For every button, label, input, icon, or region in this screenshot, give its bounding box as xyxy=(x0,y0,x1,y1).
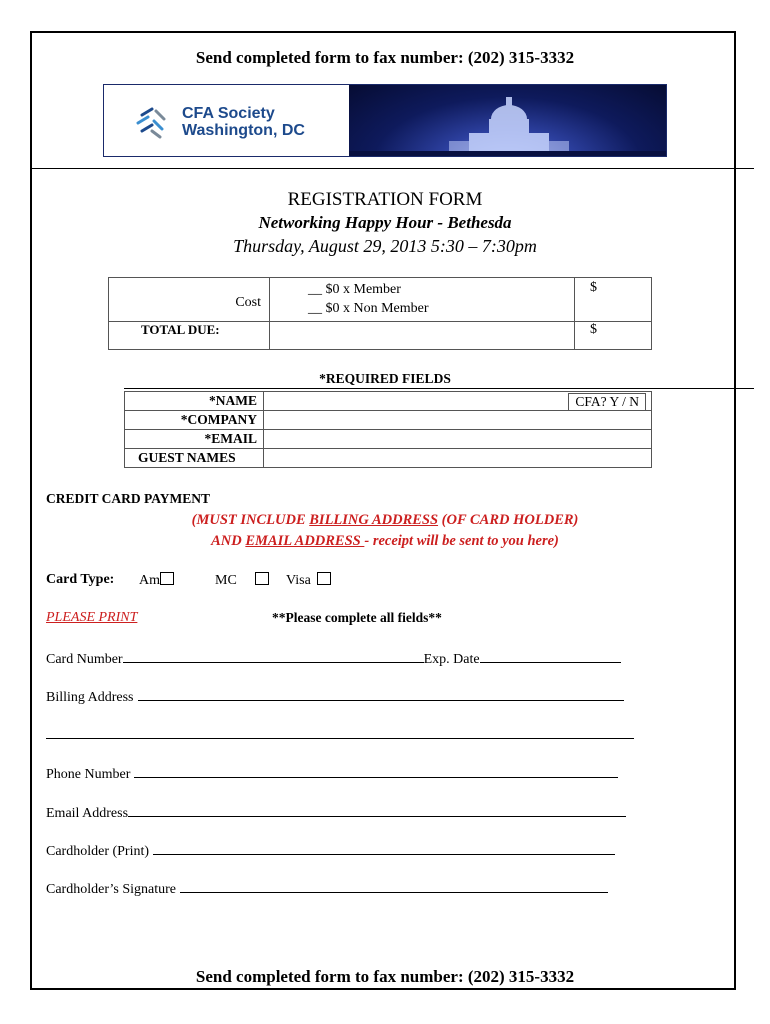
cc-note1-billing: BILLING ADDRESS xyxy=(309,512,439,528)
cc-note2-c: - receipt will be sent to you here) xyxy=(364,533,559,549)
card-mc[interactable] xyxy=(215,572,269,589)
cardholder-row xyxy=(46,841,615,860)
signature-label: Cardholder’s Signature xyxy=(46,882,176,897)
billing-address-line[interactable] xyxy=(138,687,624,701)
cost-table xyxy=(108,277,652,350)
email-label: *EMAIL xyxy=(204,431,257,446)
cost-dollar: $ xyxy=(590,280,597,295)
email-row xyxy=(46,803,626,822)
cardholder-label: Cardholder (Print) xyxy=(46,844,150,859)
phone-row xyxy=(46,764,618,783)
card-number-label: Card Number xyxy=(46,652,123,667)
card-mc-label: MC xyxy=(215,573,237,588)
billing-address-row xyxy=(46,687,624,706)
divider-top xyxy=(31,168,754,169)
visa-checkbox[interactable] xyxy=(317,572,331,585)
cc-note-line1 xyxy=(0,512,770,529)
email-input[interactable] xyxy=(264,430,652,449)
total-due-empty xyxy=(270,322,575,350)
exp-date-label: Exp. Date xyxy=(423,652,480,667)
billing-address-label: Billing Address xyxy=(46,690,134,705)
cost-label-cell xyxy=(109,278,270,322)
cost-label: Cost xyxy=(235,294,261,310)
email-address-line[interactable] xyxy=(128,803,626,817)
total-due-label: TOTAL DUE: xyxy=(141,322,220,337)
card-amex[interactable] xyxy=(139,572,174,589)
card-number-line[interactable] xyxy=(123,649,424,663)
member-option[interactable]: __ $0 x Member xyxy=(308,282,401,297)
name-input[interactable] xyxy=(264,392,652,411)
banner xyxy=(103,84,667,157)
card-amex-label: Am xyxy=(139,573,160,588)
total-due-label-cell xyxy=(109,322,270,350)
cc-note2-a: AND xyxy=(211,533,246,549)
signature-row xyxy=(46,879,608,898)
complete-all-note: **Please complete all fields** xyxy=(272,610,442,625)
total-dollar: $ xyxy=(590,322,597,337)
guest-names-label-cell xyxy=(125,449,264,468)
cc-note1-c: (OF CARD HOLDER) xyxy=(438,512,579,528)
billing-address-line2[interactable] xyxy=(46,723,634,739)
divider-required xyxy=(124,388,754,389)
cost-amount-cell[interactable] xyxy=(575,278,652,322)
card-number-row xyxy=(46,649,621,668)
attendee-table xyxy=(124,391,652,468)
event-name: Networking Happy Hour - Bethesda xyxy=(258,213,512,232)
cfa-yn-box[interactable]: CFA? Y / N xyxy=(568,393,646,411)
email-address-label: Email Address xyxy=(46,806,129,821)
signature-line[interactable] xyxy=(180,879,608,893)
card-visa-label: Visa xyxy=(286,573,311,588)
non-member-option[interactable]: __ $0 x Non Member xyxy=(308,301,429,316)
fax-footer: Send completed form to fax number: (202) 315-3332 xyxy=(195,967,575,986)
please-print: PLEASE PRINT xyxy=(46,610,138,625)
company-label: *COMPANY xyxy=(180,412,257,427)
guest-names-input[interactable] xyxy=(264,449,652,468)
company-label-cell xyxy=(125,411,264,430)
cc-heading: CREDIT CARD PAYMENT xyxy=(46,491,211,506)
capitol-dome-icon xyxy=(349,85,667,157)
logo-text xyxy=(182,105,305,139)
name-label: *NAME xyxy=(209,393,257,408)
card-visa[interactable] xyxy=(286,572,331,589)
phone-label: Phone Number xyxy=(46,767,131,782)
required-fields-label: *REQUIRED FIELDS xyxy=(319,371,451,386)
guest-names-label: GUEST NAMES xyxy=(138,450,236,465)
phone-line[interactable] xyxy=(134,764,618,778)
email-label-cell xyxy=(125,430,264,449)
cc-note-line2 xyxy=(0,533,770,550)
cc-note2-email: EMAIL ADDRESS xyxy=(245,533,365,549)
form-title: REGISTRATION FORM xyxy=(287,189,483,210)
total-due-amount-cell[interactable] xyxy=(575,322,652,350)
exp-date-line[interactable] xyxy=(480,649,621,663)
amex-checkbox[interactable] xyxy=(160,572,174,585)
event-date: Thursday, August 29, 2013 5:30 – 7:30pm xyxy=(233,236,537,256)
fax-header: Send completed form to fax number: (202) 315-3332 xyxy=(195,48,575,67)
cardholder-line[interactable] xyxy=(153,841,615,855)
mc-checkbox[interactable] xyxy=(255,572,269,585)
cfa-logo-icon xyxy=(134,103,174,143)
logo-line1: CFA Society xyxy=(182,105,275,122)
capitol-photo xyxy=(349,85,666,156)
cfa-logo xyxy=(104,85,349,156)
name-label-cell xyxy=(125,392,264,411)
cost-options-cell[interactable] xyxy=(270,278,575,322)
company-input[interactable] xyxy=(264,411,652,430)
logo-line2: Washington, DC xyxy=(182,122,305,139)
card-type-label: Card Type: xyxy=(46,572,115,587)
cc-note1-a: (MUST INCLUDE xyxy=(191,512,310,528)
